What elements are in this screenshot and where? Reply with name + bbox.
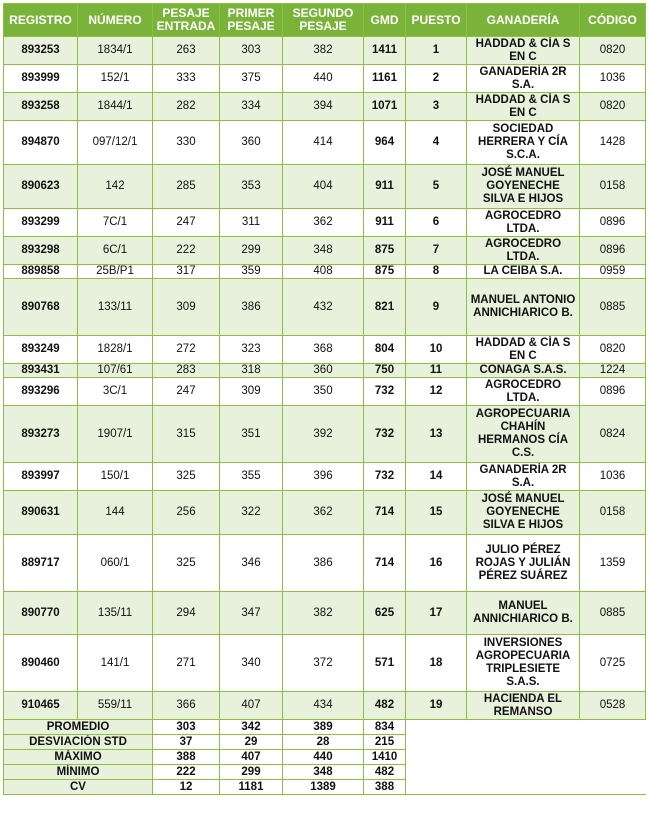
numero-cell: 1907/1: [78, 406, 153, 463]
ganaderia-cell: LA CEIBA S.A.: [467, 265, 580, 279]
pesaje-entrada-cell: 325: [153, 535, 220, 592]
stat-label: PROMEDIO: [4, 720, 153, 735]
registro-cell: 893258: [4, 93, 78, 121]
puesto-cell: 3: [406, 93, 467, 121]
numero-cell: 152/1: [78, 65, 153, 93]
pesaje-entrada-cell: 317: [153, 265, 220, 279]
numero-cell: 559/11: [78, 692, 153, 720]
pesaje-entrada-cell: 294: [153, 592, 220, 635]
pesaje-entrada-cell: 366: [153, 692, 220, 720]
table-row: [4, 491, 646, 535]
puesto-cell: 16: [406, 535, 467, 592]
numero-cell: 3C/1: [78, 378, 153, 406]
codigo-cell: 1036: [580, 65, 646, 93]
registro-cell: 893997: [4, 463, 78, 491]
stat-primer-value: 1181: [220, 780, 283, 795]
codigo-cell: 0896: [580, 237, 646, 265]
gmd-cell: 804: [364, 336, 406, 364]
primer-pesaje-cell: 303: [220, 37, 283, 65]
codigo-cell: 0158: [580, 165, 646, 209]
stats-row: [4, 735, 646, 750]
gmd-cell: 714: [364, 491, 406, 535]
stats-blank-cell: [406, 735, 646, 750]
table-row: [4, 592, 646, 635]
segundo-pesaje-cell: 372: [283, 635, 364, 692]
codigo-cell: 0959: [580, 265, 646, 279]
numero-cell: 133/11: [78, 279, 153, 336]
stat-entrada-value: 388: [153, 750, 220, 765]
registro-cell: 890770: [4, 592, 78, 635]
pesaje-entrada-cell: 271: [153, 635, 220, 692]
gmd-cell: 625: [364, 592, 406, 635]
primer-pesaje-cell: 359: [220, 265, 283, 279]
gmd-cell: 732: [364, 378, 406, 406]
puesto-cell: 7: [406, 237, 467, 265]
puesto-cell: 8: [406, 265, 467, 279]
segundo-pesaje-cell: 350: [283, 378, 364, 406]
stat-label: DESVIACIÓN STD: [4, 735, 153, 750]
registro-cell: 889717: [4, 535, 78, 592]
registro-cell: 893298: [4, 237, 78, 265]
table-row: [4, 37, 646, 65]
ganaderia-cell: MANUEL ANNICHIARICO B.: [467, 592, 580, 635]
codigo-cell: 1428: [580, 121, 646, 165]
registro-cell: 893249: [4, 336, 78, 364]
registro-cell: 893999: [4, 65, 78, 93]
ganaderia-cell: JOSÉ MANUEL GOYENECHE SILVA E HIJOS: [467, 165, 580, 209]
table-row: [4, 65, 646, 93]
registro-cell: 890460: [4, 635, 78, 692]
gmd-cell: 964: [364, 121, 406, 165]
puesto-cell: 4: [406, 121, 467, 165]
table-row: [4, 406, 646, 463]
stat-segundo-value: 389: [283, 720, 364, 735]
header-gmd: GMD: [364, 4, 406, 37]
gmd-cell: 875: [364, 265, 406, 279]
header-codigo: CÓDIGO: [580, 4, 646, 37]
stats-blank-cell: [406, 765, 646, 780]
stat-primer-value: 407: [220, 750, 283, 765]
codigo-cell: 1036: [580, 463, 646, 491]
ganaderia-cell: INVERSIONES AGROPECUARIA TRIPLESIETE S.A.S.: [467, 635, 580, 692]
segundo-pesaje-cell: 414: [283, 121, 364, 165]
segundo-pesaje-cell: 392: [283, 406, 364, 463]
gmd-cell: 482: [364, 692, 406, 720]
stats-row: [4, 765, 646, 780]
codigo-cell: 0158: [580, 491, 646, 535]
ganaderia-cell: JOSÉ MANUEL GOYENECHE SILVA E HIJOS: [467, 491, 580, 535]
puesto-cell: 12: [406, 378, 467, 406]
ganaderia-cell: AGROCEDRO LTDA.: [467, 209, 580, 237]
header-numero: NÚMERO: [78, 4, 153, 37]
stats-footer: [4, 720, 646, 795]
numero-cell: 7C/1: [78, 209, 153, 237]
numero-cell: 150/1: [78, 463, 153, 491]
numero-cell: 1844/1: [78, 93, 153, 121]
stats-blank-cell: [406, 720, 646, 735]
primer-pesaje-cell: 375: [220, 65, 283, 93]
table-row: [4, 692, 646, 720]
pesaje-entrada-cell: 283: [153, 364, 220, 378]
ganaderia-cell: HACIENDA EL REMANSO: [467, 692, 580, 720]
pesaje-entrada-cell: 333: [153, 65, 220, 93]
numero-cell: 25B/P1: [78, 265, 153, 279]
registro-cell: 889858: [4, 265, 78, 279]
segundo-pesaje-cell: 360: [283, 364, 364, 378]
primer-pesaje-cell: 360: [220, 121, 283, 165]
segundo-pesaje-cell: 404: [283, 165, 364, 209]
segundo-pesaje-cell: 432: [283, 279, 364, 336]
pesaje-entrada-cell: 222: [153, 237, 220, 265]
registro-cell: 893299: [4, 209, 78, 237]
primer-pesaje-cell: 340: [220, 635, 283, 692]
stat-entrada-value: 303: [153, 720, 220, 735]
stat-primer-value: 29: [220, 735, 283, 750]
numero-cell: 060/1: [78, 535, 153, 592]
ganaderia-cell: AGROPECUARIA CHAHÍN HERMANOS CÍA C.S.: [467, 406, 580, 463]
gmd-cell: 1071: [364, 93, 406, 121]
stats-blank-cell: [406, 750, 646, 765]
pesaje-entrada-cell: 247: [153, 378, 220, 406]
stat-segundo-value: 440: [283, 750, 364, 765]
stat-entrada-value: 222: [153, 765, 220, 780]
codigo-cell: 0896: [580, 378, 646, 406]
primer-pesaje-cell: 407: [220, 692, 283, 720]
primer-pesaje-cell: 322: [220, 491, 283, 535]
gmd-cell: 1411: [364, 37, 406, 65]
primer-pesaje-cell: 309: [220, 378, 283, 406]
pesaje-entrada-cell: 325: [153, 463, 220, 491]
puesto-cell: 10: [406, 336, 467, 364]
stats-blank-cell: [406, 780, 646, 795]
numero-cell: 6C/1: [78, 237, 153, 265]
stat-entrada-value: 12: [153, 780, 220, 795]
primer-pesaje-cell: 323: [220, 336, 283, 364]
table-row: [4, 165, 646, 209]
pesaje-entrada-cell: 282: [153, 93, 220, 121]
gmd-cell: 750: [364, 364, 406, 378]
primer-pesaje-cell: 346: [220, 535, 283, 592]
table-row: [4, 265, 646, 279]
codigo-cell: 0820: [580, 336, 646, 364]
ganaderia-cell: SOCIEDAD HERRERA Y CÍA S.C.A.: [467, 121, 580, 165]
numero-cell: 1834/1: [78, 37, 153, 65]
gmd-cell: 911: [364, 165, 406, 209]
registro-cell: 893273: [4, 406, 78, 463]
ganaderia-cell: AGROCEDRO LTDA.: [467, 237, 580, 265]
ganaderia-cell: HADDAD & CÍA S EN C: [467, 93, 580, 121]
registro-cell: 890768: [4, 279, 78, 336]
ganaderia-cell: MANUEL ANTONIO ANNICHIARICO B.: [467, 279, 580, 336]
ganaderia-cell: GANADERÍA 2R S.A.: [467, 463, 580, 491]
codigo-cell: 0820: [580, 37, 646, 65]
registro-cell: 890623: [4, 165, 78, 209]
table-row: [4, 463, 646, 491]
stat-label: MÍNIMO: [4, 765, 153, 780]
segundo-pesaje-cell: 368: [283, 336, 364, 364]
codigo-cell: 0885: [580, 592, 646, 635]
primer-pesaje-cell: 318: [220, 364, 283, 378]
stat-gmd-value: 1410: [364, 750, 406, 765]
pesaje-entrada-cell: 247: [153, 209, 220, 237]
stat-segundo-value: 28: [283, 735, 364, 750]
segundo-pesaje-cell: 440: [283, 65, 364, 93]
registro-cell: 893296: [4, 378, 78, 406]
numero-cell: 144: [78, 491, 153, 535]
segundo-pesaje-cell: 362: [283, 491, 364, 535]
stat-segundo-value: 348: [283, 765, 364, 780]
gmd-cell: 732: [364, 406, 406, 463]
registro-cell: 893431: [4, 364, 78, 378]
stat-gmd-value: 388: [364, 780, 406, 795]
segundo-pesaje-cell: 348: [283, 237, 364, 265]
primer-pesaje-cell: 353: [220, 165, 283, 209]
header-registro: REGISTRO: [4, 4, 78, 37]
stat-segundo-value: 1389: [283, 780, 364, 795]
puesto-cell: 11: [406, 364, 467, 378]
gmd-cell: 875: [364, 237, 406, 265]
pesaje-entrada-cell: 263: [153, 37, 220, 65]
stat-gmd-value: 834: [364, 720, 406, 735]
segundo-pesaje-cell: 382: [283, 592, 364, 635]
puesto-cell: 14: [406, 463, 467, 491]
puesto-cell: 15: [406, 491, 467, 535]
numero-cell: 1828/1: [78, 336, 153, 364]
table-row: [4, 121, 646, 165]
pesaje-entrada-cell: 272: [153, 336, 220, 364]
stat-label: CV: [4, 780, 153, 795]
ganaderia-cell: AGROCEDRO LTDA.: [467, 378, 580, 406]
segundo-pesaje-cell: 396: [283, 463, 364, 491]
ganaderia-cell: JULIO PÉREZ ROJAS Y JULIÁN PÉREZ SUÁREZ: [467, 535, 580, 592]
codigo-cell: 0820: [580, 93, 646, 121]
table-row: [4, 209, 646, 237]
gmd-cell: 571: [364, 635, 406, 692]
primer-pesaje-cell: 299: [220, 237, 283, 265]
table-header: [4, 4, 646, 37]
stats-row: [4, 720, 646, 735]
table-row: [4, 535, 646, 592]
stat-gmd-value: 482: [364, 765, 406, 780]
primer-pesaje-cell: 351: [220, 406, 283, 463]
pesaje-entrada-cell: 309: [153, 279, 220, 336]
primer-pesaje-cell: 355: [220, 463, 283, 491]
segundo-pesaje-cell: 408: [283, 265, 364, 279]
header-segundo-pesaje: SEGUNDO PESAJE: [283, 4, 364, 37]
header-ganaderia: GANADERÍA: [467, 4, 580, 37]
codigo-cell: 0896: [580, 209, 646, 237]
ganaderia-cell: CONAGA S.A.S.: [467, 364, 580, 378]
table-row: [4, 364, 646, 378]
segundo-pesaje-cell: 362: [283, 209, 364, 237]
numero-cell: 107/61: [78, 364, 153, 378]
puesto-cell: 1: [406, 37, 467, 65]
segundo-pesaje-cell: 382: [283, 37, 364, 65]
table-body: [4, 37, 646, 720]
primer-pesaje-cell: 334: [220, 93, 283, 121]
pesaje-entrada-cell: 330: [153, 121, 220, 165]
ganaderia-cell: HADDAD & CÍA S EN C: [467, 336, 580, 364]
primer-pesaje-cell: 311: [220, 209, 283, 237]
header-pesaje-entrada: PESAJE ENTRADA: [153, 4, 220, 37]
segundo-pesaje-cell: 434: [283, 692, 364, 720]
table-row: [4, 237, 646, 265]
ranking-table: [3, 3, 646, 795]
pesaje-entrada-cell: 256: [153, 491, 220, 535]
puesto-cell: 18: [406, 635, 467, 692]
primer-pesaje-cell: 347: [220, 592, 283, 635]
table-row: [4, 279, 646, 336]
numero-cell: 097/12/1: [78, 121, 153, 165]
table-row: [4, 93, 646, 121]
puesto-cell: 13: [406, 406, 467, 463]
gmd-cell: 1161: [364, 65, 406, 93]
puesto-cell: 5: [406, 165, 467, 209]
table-row: [4, 378, 646, 406]
gmd-cell: 714: [364, 535, 406, 592]
segundo-pesaje-cell: 394: [283, 93, 364, 121]
registro-cell: 910465: [4, 692, 78, 720]
stat-entrada-value: 37: [153, 735, 220, 750]
segundo-pesaje-cell: 386: [283, 535, 364, 592]
codigo-cell: 1359: [580, 535, 646, 592]
puesto-cell: 19: [406, 692, 467, 720]
pesaje-entrada-cell: 285: [153, 165, 220, 209]
codigo-cell: 1224: [580, 364, 646, 378]
stats-row: [4, 780, 646, 795]
primer-pesaje-cell: 386: [220, 279, 283, 336]
ganaderia-cell: GANADERÍA 2R S.A.: [467, 65, 580, 93]
stat-primer-value: 342: [220, 720, 283, 735]
stat-primer-value: 299: [220, 765, 283, 780]
codigo-cell: 0725: [580, 635, 646, 692]
codigo-cell: 0885: [580, 279, 646, 336]
gmd-cell: 732: [364, 463, 406, 491]
numero-cell: 142: [78, 165, 153, 209]
codigo-cell: 0824: [580, 406, 646, 463]
registro-cell: 890631: [4, 491, 78, 535]
table-row: [4, 336, 646, 364]
puesto-cell: 6: [406, 209, 467, 237]
registro-cell: 893253: [4, 37, 78, 65]
registro-cell: 894870: [4, 121, 78, 165]
numero-cell: 141/1: [78, 635, 153, 692]
gmd-cell: 821: [364, 279, 406, 336]
codigo-cell: 0528: [580, 692, 646, 720]
ganaderia-cell: HADDAD & CÍA S EN C: [467, 37, 580, 65]
puesto-cell: 2: [406, 65, 467, 93]
puesto-cell: 9: [406, 279, 467, 336]
gmd-cell: 911: [364, 209, 406, 237]
numero-cell: 135/11: [78, 592, 153, 635]
stat-gmd-value: 215: [364, 735, 406, 750]
pesaje-entrada-cell: 315: [153, 406, 220, 463]
puesto-cell: 17: [406, 592, 467, 635]
stat-label: MÁXIMO: [4, 750, 153, 765]
table-row: [4, 635, 646, 692]
header-puesto: PUESTO: [406, 4, 467, 37]
header-primer-pesaje: PRIMER PESAJE: [220, 4, 283, 37]
stats-row: [4, 750, 646, 765]
